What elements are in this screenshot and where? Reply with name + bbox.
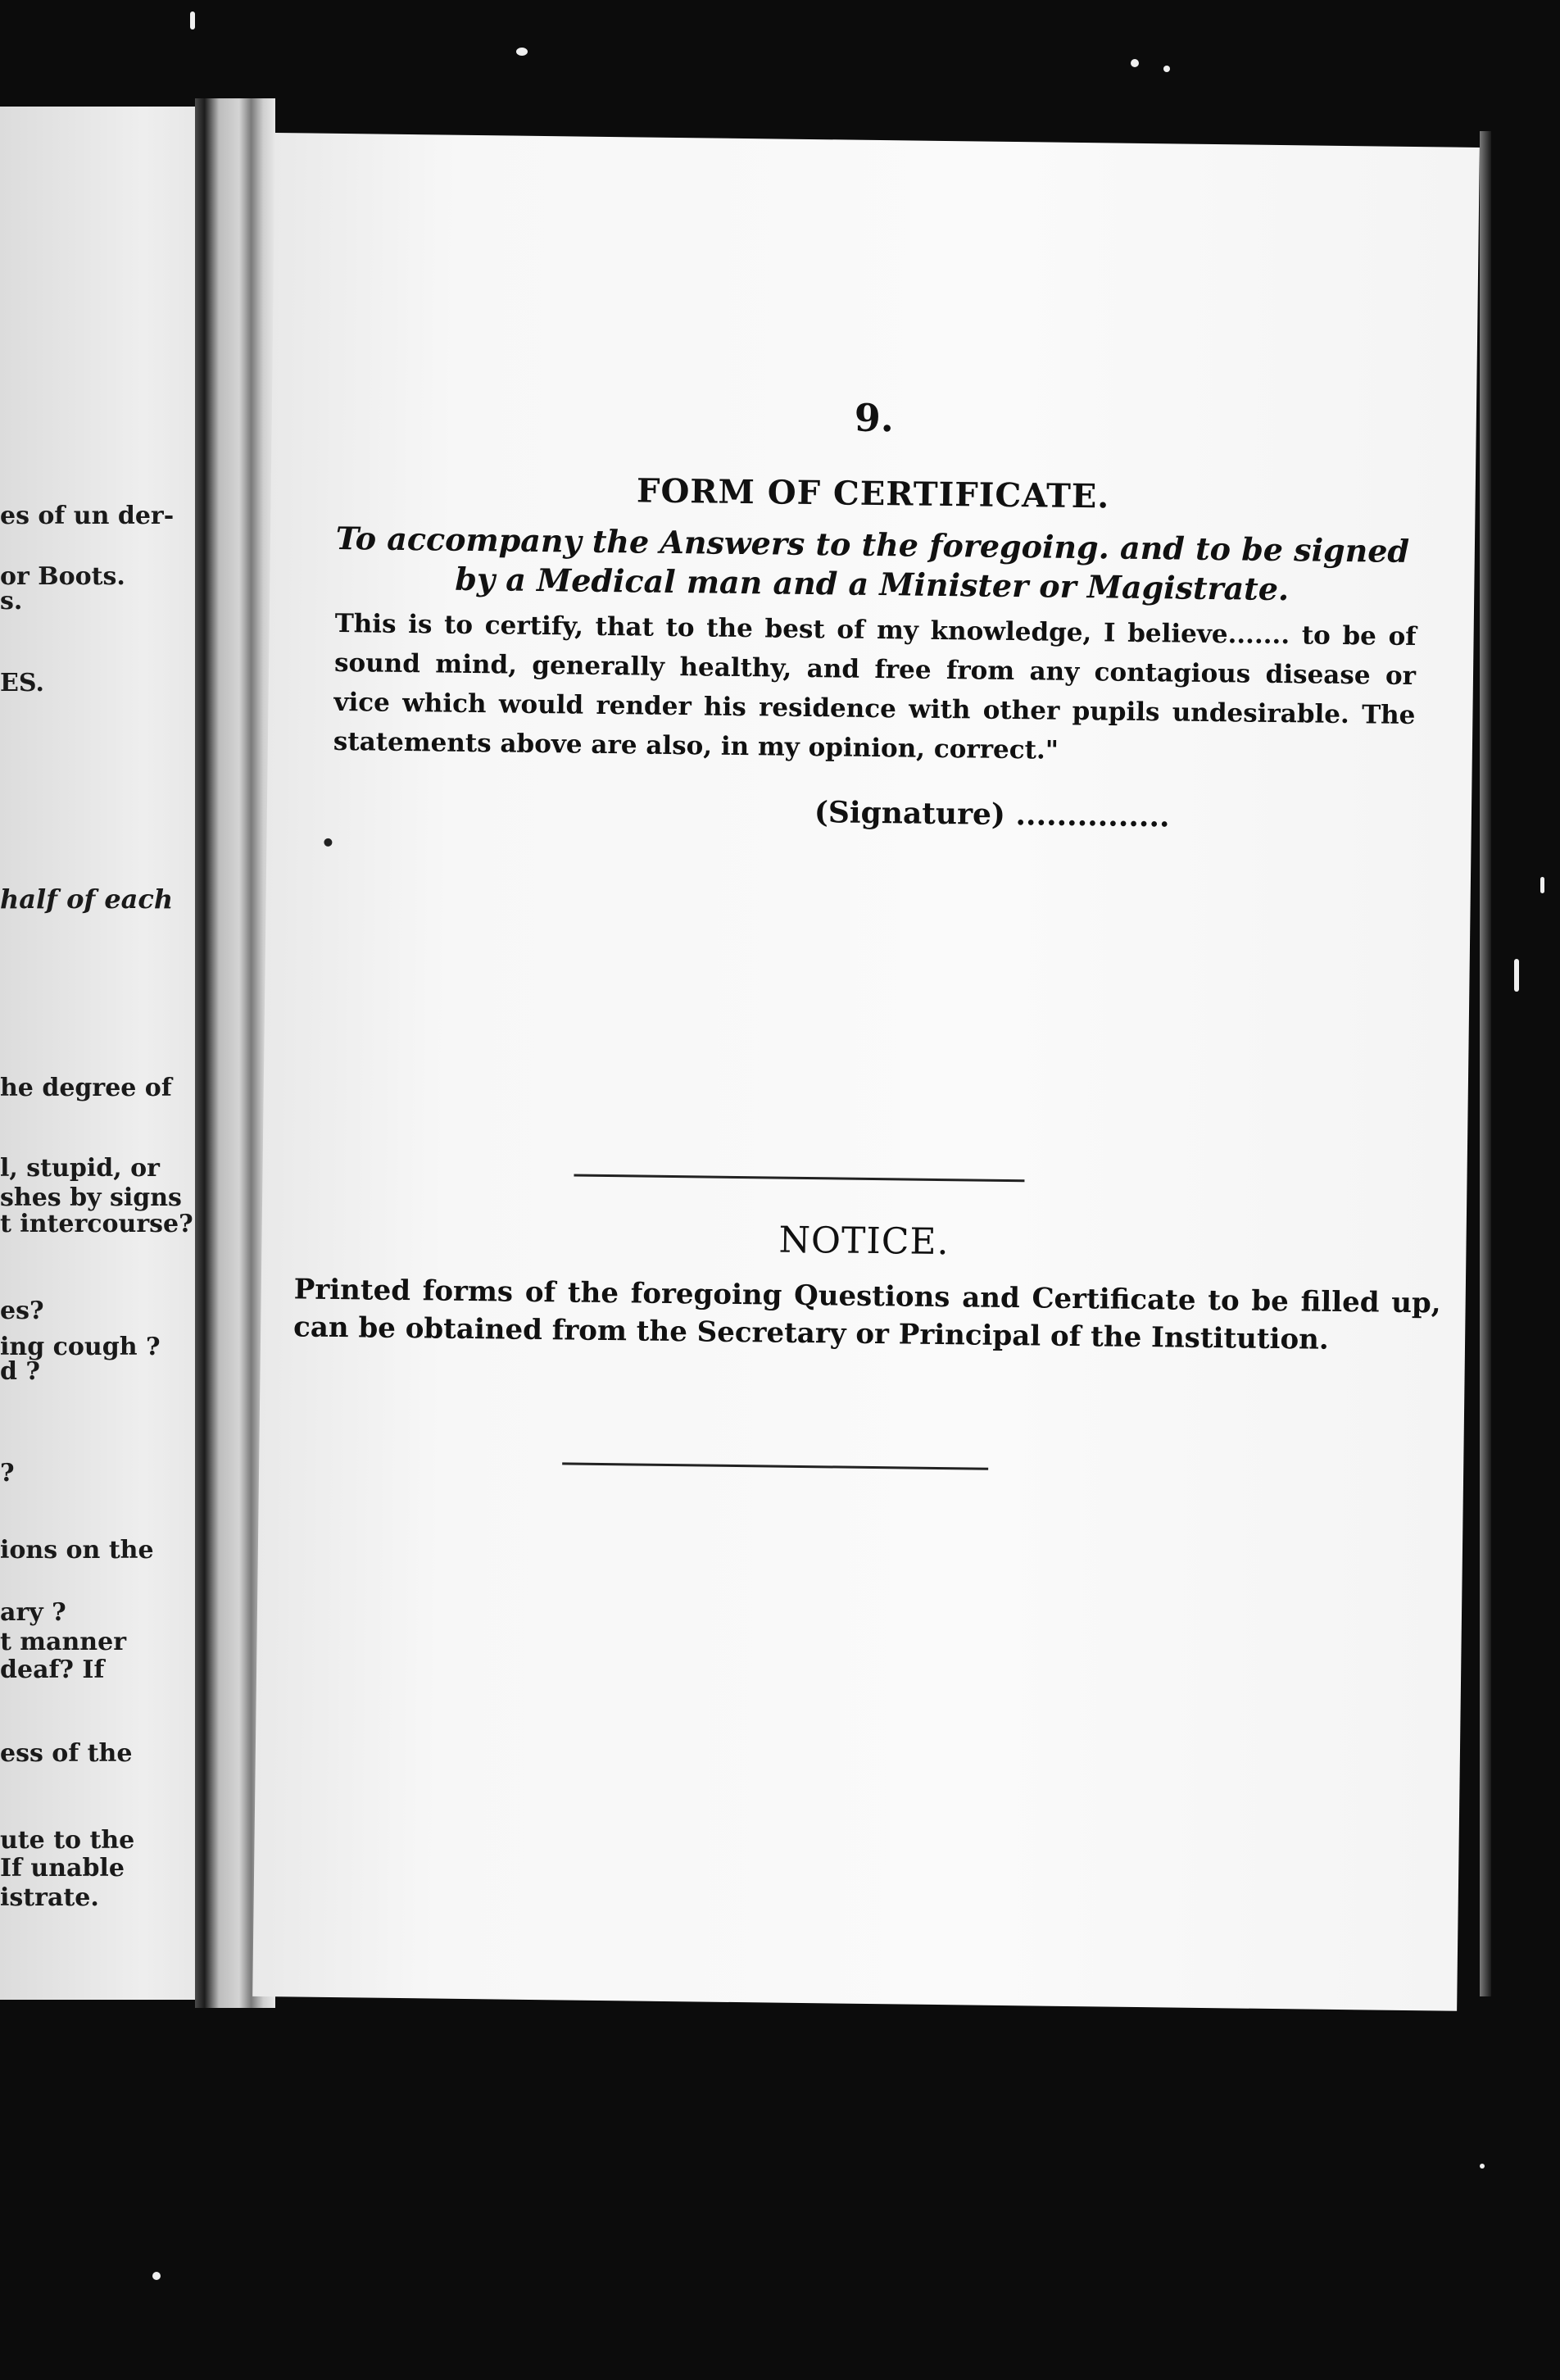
left-page-line: es of un der- xyxy=(0,502,175,530)
scan-speck xyxy=(1540,877,1544,893)
signature-dots: ............... xyxy=(1015,797,1170,834)
left-page-line: t intercourse? xyxy=(0,1210,193,1238)
left-page-line: shes by signs xyxy=(0,1183,182,1212)
scan-speck xyxy=(1514,959,1519,992)
document-page xyxy=(252,133,1480,2011)
page-number: 9. xyxy=(854,395,895,441)
scan-speck xyxy=(152,2272,161,2280)
section-divider-top xyxy=(574,1174,1024,1183)
left-page-line: he degree of xyxy=(0,1074,172,1102)
section-divider-bottom xyxy=(562,1462,988,1469)
left-page-line: ions on the xyxy=(0,1536,154,1565)
left-page-line: istrate. xyxy=(0,1883,99,1912)
left-page-line: t manner xyxy=(0,1628,126,1656)
left-page-line: ES. xyxy=(0,669,44,697)
left-page-line: d ? xyxy=(0,1357,40,1386)
left-page-line: deaf? If xyxy=(0,1656,105,1684)
left-facing-page xyxy=(0,107,205,2000)
scan-speck xyxy=(1480,2164,1485,2169)
scan-speck xyxy=(516,48,528,56)
notice-text: Printed forms of the foregoing Questions and Certificate to be filled up, can be obtained from the Secretary or Principal of the Institution. xyxy=(292,1273,1441,1356)
scan-speck xyxy=(1131,59,1139,67)
left-page-line: ? xyxy=(0,1459,15,1488)
notice-heading: NOTICE. xyxy=(778,1219,950,1264)
left-page-line: or Boots. xyxy=(0,562,125,591)
left-page-line: ess of the xyxy=(0,1739,133,1768)
left-page-line: ute to the xyxy=(0,1826,135,1855)
left-page-line: ing cough ? xyxy=(0,1333,161,1361)
left-page-line: If unable xyxy=(0,1854,125,1883)
page-edge-shadow xyxy=(1480,131,1491,1996)
signature-label: (Signature) xyxy=(814,795,1006,832)
certificate-instructions: To accompany the Answers to the foregoing. and to be signed by a Medical man and a Minister or Magistrate. xyxy=(335,519,1410,608)
left-page-line: s. xyxy=(0,587,23,615)
signature-line xyxy=(814,795,1170,833)
left-page-line: half of each xyxy=(0,883,174,915)
left-page-line: es? xyxy=(0,1297,44,1325)
ink-dot xyxy=(324,838,332,847)
left-page-line: l, stupid, or xyxy=(0,1154,160,1183)
certificate-heading: FORM OF CERTIFICATE. xyxy=(636,471,1110,516)
left-page-line: ary ? xyxy=(0,1598,66,1627)
certificate-text: This is to certify, that to the best of my knowledge, I believe....... to be of sound mind, generally healthy, and free from any contagious disease or vice which would render his residence with other pupils undesirable. The statements above are also, in my opinion, correct." xyxy=(333,608,1417,765)
certificate-text-block xyxy=(333,604,1417,774)
scan-speck xyxy=(190,11,195,30)
scan-speck xyxy=(1163,66,1170,72)
